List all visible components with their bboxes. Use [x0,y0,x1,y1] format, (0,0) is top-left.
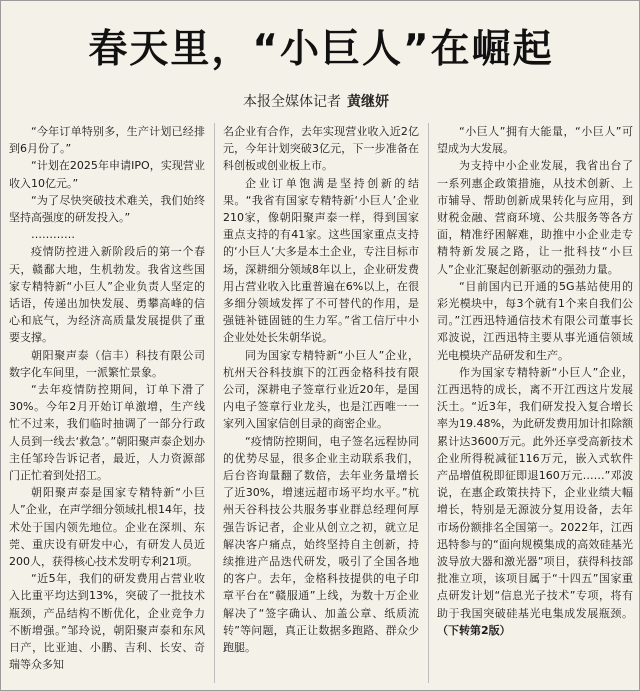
paragraph: 朝阳聚声泰（信丰）科技有限公司数字化车间里，一派繁忙景象。 [9,348,205,379]
paragraph: 疫情防控进入新阶段后的第一个春天，赣鄱大地，生机勃发。我省这些国家专精特新“小巨人”企业负责人坚定的话语，传递出加快发展、勇攀高峰的信心和底气，为经济高质量发展提供了重要支撑。 [9,245,205,345]
paragraph: ………… [31,228,75,242]
column-divider [214,123,215,683]
paragraph: “疫情防控期间，电子签名远程协同的优势尽显，很多企业主动联系我们，后台咨询量翻了数倍，去年业务量增长了近30%，增速远超市场平均水平。”杭州天谷科技公共服务事业群总经理何厚强告诉记者，企业从创立之初，就立足解决客户痛点，始终坚持自主创新，持续推进产品迭代研发，吸引了全国各地的客户。去年，金格科技提供的电子印章平台在“赣服通”上线，为数十万企业解决了“签字确认、加盖公章、纸质流转”等问题，真正让数据多跑路、群众少跑腿。 [223,434,419,655]
paragraph: 为支持中小企业发展，我省出台了一系列惠企政策措施，从技术创新、上市辅导、帮助创新成果转化与应用，到财税金融、营商环境、公共服务等各方面，精准纾困解难，助推中小企业走专精特新发展之路，让一批科技“小巨人”企业汇聚起创新驱动的强劲力量。 [437,159,633,276]
paragraph: “去年疫情防控期间，订单下滑了30%。今年2月开始订单激增，生产线忙不过来，我们临时抽调了一部分行政人员到一线去‘救急’。”朝阳聚声泰企划办主任邹玲告诉记者，最近，人力资源部门正忙着到处招工。 [9,383,205,483]
article-column-2 [223,123,419,685]
headline: 春天里，“小巨人”在崛起 [88,27,554,72]
paragraph: “计划在2025年申请IPO，实现营业收入10亿元。” [9,159,205,190]
continued-note: （下转第2版） [437,623,511,637]
paragraph: “今年订单特别多，生产计划已经排到6月份了。” [9,125,205,156]
reporter-label: 本报全媒体记者 [243,94,341,110]
paragraph: “近5年，我们的研发费用占营业收入比重平均达到13%，突破了一批技术瓶颈，产品结构不断优化，企业竞争力不断增强。”邹玲说，朝阳聚声泰和东风日产，比亚迪、小鹏、吉利、长安、奇瑞等众多知 [9,572,205,672]
column-divider [428,123,429,683]
paragraph: 朝阳聚声泰是国家专精特新“小巨人”企业，在声学细分领域扎根14年，技术处于国内领先地位。企业在深圳、东莞、重庆设有研发中心，有研发人员近200人，获得核心技术发明专利21项。 [9,486,205,569]
paragraph: “为了尽快突破技术难关，我们始终坚持高强度的研发投入。” [9,193,205,225]
article-column-1 [9,123,205,685]
paragraph: 名企业有合作，去年实现营业收入近2亿元，今年计划突破3亿元，下一步准备在科创板或创业板上市。 [223,125,419,173]
article-columns [9,123,633,685]
paragraph: “目前国内已开通的5G基站使用的彩光模块中，每3个就有1个来自我们公司。”江西迅特通信技术有限公司董事长邓波说，江西迅特主要从事光通信领域光电模块产品研发和生产。 [437,279,633,362]
paragraph: 同为国家专精特新“小巨人”企业，杭州天谷科技旗下的江西金格科技有限公司，深耕电子签章行业近20年，是国内电子签章行业龙头，也是江西唯一一家列入国家信创目录的商密企业。 [223,348,419,431]
reporter-name: 黄继妍 [347,94,389,110]
paragraph: 企业订单饱满是坚持创新的结果。“我省有国家专精特新‘小巨人’企业210家，像朝阳聚声泰一样，得到国家重点支持的有41家。这些国家重点支持的‘小巨人’大多是本土企业，专注目标市场，深耕细分领域8年以上，企业研发费用占营业收入比重普遍在6%以上，在很多细分领域发挥了不可替代的作用，是强链补链固链的生力军。”省工信厅中小企业处处长朱朝华说。 [223,176,419,345]
article-column-3 [437,123,633,685]
byline [243,93,389,111]
paragraph: 作为国家专精特新“小巨人”企业，江西迅特的成长，离不开江西这片发展沃土。“近3年，我们研发投入复合增长率为19.48%，为此研发费用加计扣除额累计达3600万元。此外还享受高新技术企业所得税减征116万元，嵌入式软件产品增值税即征即退160万元……”邓波说，在惠企政策扶持下，企业业绩大幅增长，特别是无源波分复用设备，去年市场份额排名全国第一。2022年，江西迅特参与的“面向规模集成的高效硅基光波导放大器和激光器”项目，获得科技部批准立项，该项目属于“十四五”国家重点研发计划“信息光子技术”专项，将有助于我国突破硅基光电集成发展瓶颈。 （下转第2版） [437,365,633,637]
paragraph: “小巨人”拥有大能量，“小巨人”可望成为大发展。 [437,125,633,156]
